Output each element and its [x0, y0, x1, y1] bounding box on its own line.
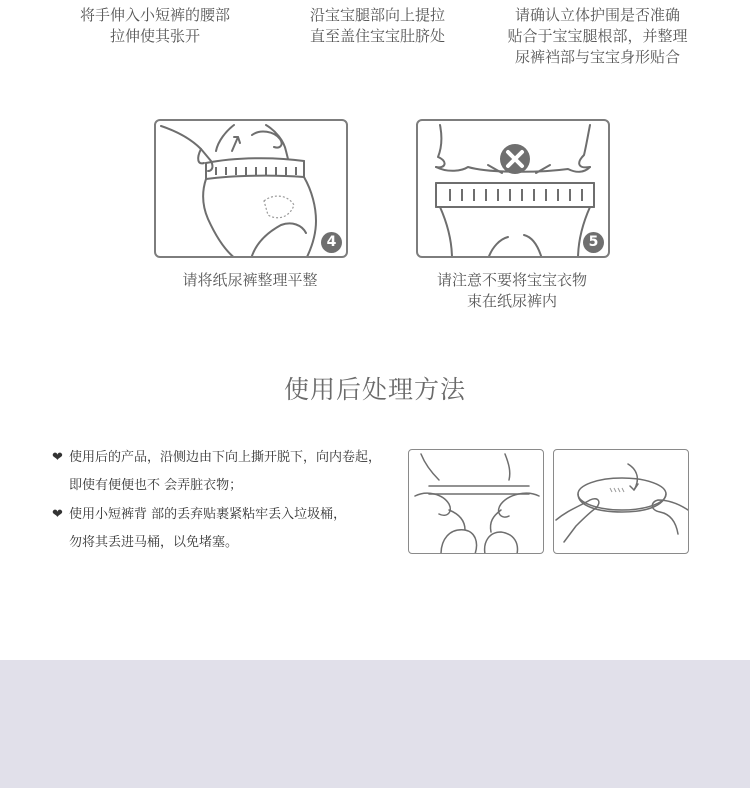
footer-band	[0, 660, 750, 788]
step2-caption	[285, 5, 470, 47]
tear-side-illustration	[408, 449, 544, 554]
step-number-badge: 5	[583, 232, 604, 253]
heart-icon: ❤	[52, 450, 63, 465]
step4-line1: 请将纸尿裤整理平整	[182, 271, 318, 289]
step4-caption	[150, 270, 350, 291]
disposal-section-title: 使用后处理方法	[283, 375, 466, 404]
disposal-bullet-1-line2: 即使有便便也不 会弄脏衣物；	[69, 478, 243, 493]
step3-line2: 贴合于宝宝腿根部，并整理	[507, 27, 688, 45]
disposal-bullet-2-text: 使用小短裤背 部的丢弃贴裹紧粘牢丢入垃圾桶，	[69, 507, 347, 522]
step-number-badge: 4	[321, 232, 342, 253]
step5-line2: 束在纸尿裤内	[466, 292, 557, 310]
disposal-bullet-2-line2: 勿将其丢进马桶，以免堵塞。	[69, 535, 239, 550]
diaper-pull-up-drawing	[156, 121, 348, 258]
disposal-bullet-1-text: 使用后的产品，沿侧边由下向上撕开脱下，向内卷起，	[69, 450, 382, 465]
step1-line2: 拉伸使其张开	[109, 27, 200, 45]
step3-line1: 请确认立体护围是否准确	[514, 6, 680, 24]
heart-icon: ❤	[52, 507, 63, 522]
step1-line1: 将手伸入小短裤的腰部	[79, 6, 230, 24]
step3-caption	[495, 5, 700, 68]
step5-line1: 请注意不要将宝宝衣物	[436, 271, 587, 289]
step2-line2: 直至盖住宝宝肚脐处	[309, 27, 445, 45]
step3-line3: 尿裤裆部与宝宝身形贴合	[514, 48, 680, 66]
step5-caption	[412, 270, 612, 312]
roll-up-drawing	[554, 450, 689, 554]
diaper-clothes-warning-drawing	[418, 121, 610, 258]
disposal-bullet-2-line1	[52, 505, 346, 525]
disposal-bullet-1-line1	[52, 448, 381, 468]
roll-up-illustration	[553, 449, 689, 554]
tear-side-drawing	[409, 450, 544, 554]
step2-line1: 沿宝宝腿部向上提拉	[309, 6, 445, 24]
step4-illustration	[154, 119, 348, 258]
step1-caption	[60, 5, 250, 47]
step5-illustration	[416, 119, 610, 258]
